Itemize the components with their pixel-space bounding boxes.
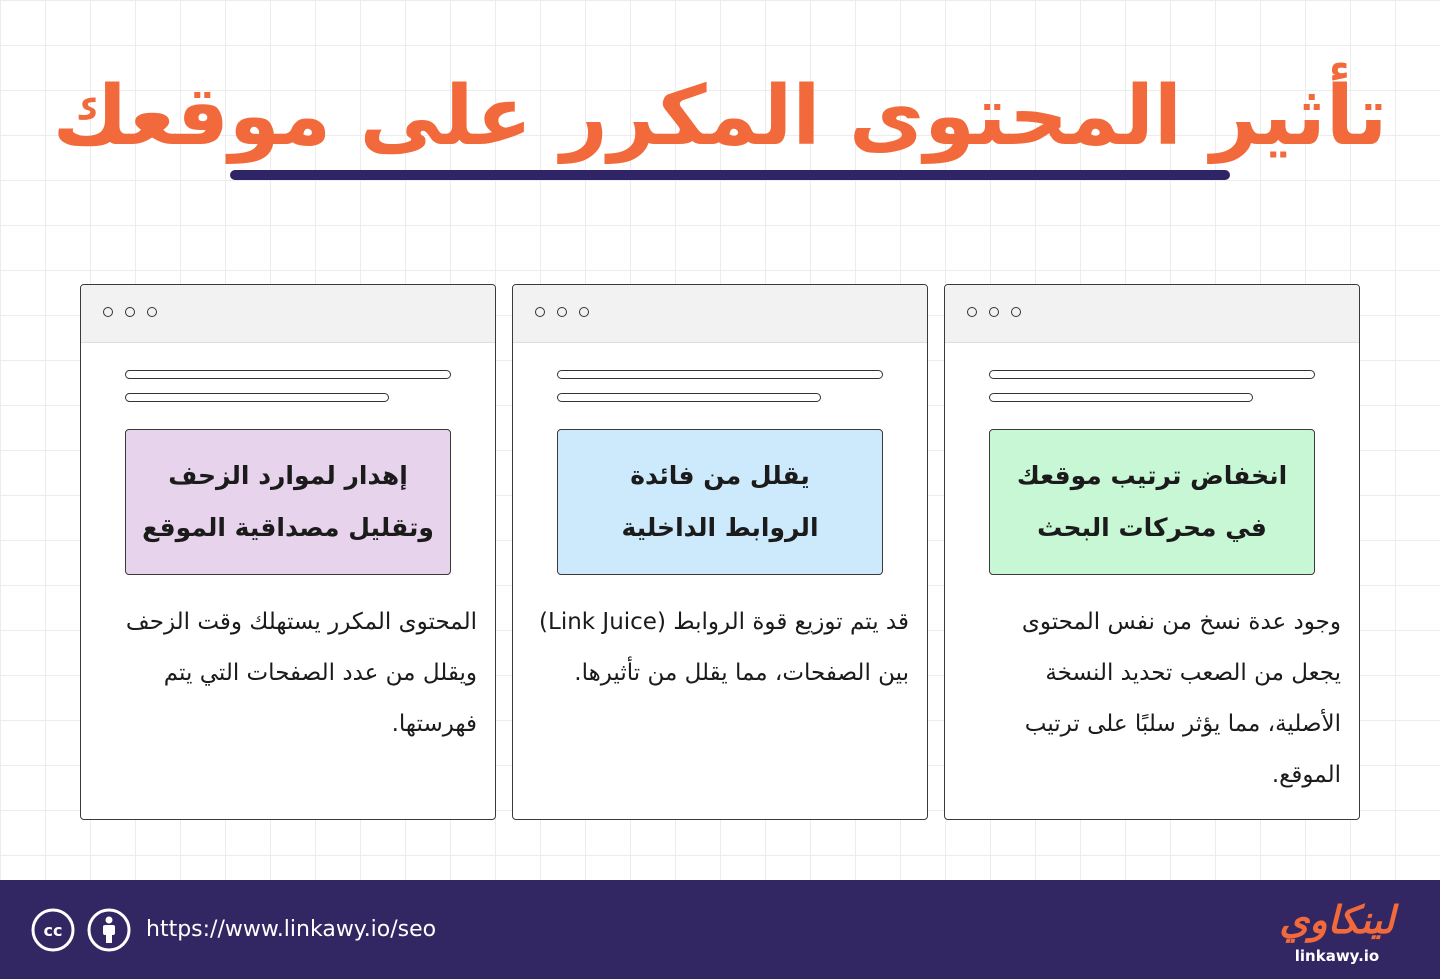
window-bar bbox=[513, 285, 927, 343]
window-dot-icon bbox=[989, 307, 999, 317]
card-heading-box bbox=[989, 429, 1315, 575]
card-body: قد يتم توزيع قوة الروابط (Link Juice) بين الصفحات، مما يقلل من تأثيرها. bbox=[539, 609, 909, 686]
card-ranking bbox=[944, 284, 1360, 820]
footer-url[interactable]: https://www.linkawy.io/seo bbox=[146, 917, 437, 942]
card-heading-line: يقلل من فائدة bbox=[630, 461, 810, 490]
window-dot-icon bbox=[967, 307, 977, 317]
card-heading-line: إهدار لموارد الزحف bbox=[168, 461, 408, 490]
card-heading-line: وتقليل مصداقية الموقع bbox=[142, 513, 434, 542]
attribution-icon bbox=[87, 908, 131, 952]
creative-commons-icon bbox=[31, 908, 75, 952]
window-dot-icon bbox=[125, 307, 135, 317]
card-crawl-budget bbox=[80, 284, 496, 820]
card-heading-box bbox=[557, 429, 883, 575]
linkawy-logo bbox=[1262, 890, 1412, 972]
window-dot-icon bbox=[557, 307, 567, 317]
placeholder-line bbox=[125, 370, 451, 379]
placeholder-line bbox=[125, 393, 389, 402]
card-body: وجود عدة نسخ من نفس المحتوى يجعل من الصعب تحديد النسخة الأصلية، مما يؤثر سلبًا على ترتيب الموقع. bbox=[1021, 609, 1341, 788]
title-underline bbox=[230, 170, 1230, 180]
window-dot-icon bbox=[535, 307, 545, 317]
card-heading-line: انخفاض ترتيب موقعك bbox=[1016, 461, 1288, 490]
logo-text: linkawy.io bbox=[1294, 947, 1380, 965]
placeholder-line bbox=[989, 393, 1253, 402]
window-dot-icon bbox=[147, 307, 157, 317]
card-heading-line: الروابط الداخلية bbox=[621, 513, 819, 542]
placeholder-line bbox=[989, 370, 1315, 379]
window-dot-icon bbox=[103, 307, 113, 317]
placeholder-line bbox=[557, 393, 821, 402]
window-dot-icon bbox=[579, 307, 589, 317]
window-bar bbox=[81, 285, 495, 343]
placeholder-line bbox=[557, 370, 883, 379]
card-internal-links bbox=[512, 284, 928, 820]
window-bar bbox=[945, 285, 1359, 343]
card-body: المحتوى المكرر يستهلك وقت الزحف ويقلل من عدد الصفحات التي يتم فهرستها. bbox=[125, 609, 477, 737]
svg-text:cc: cc bbox=[43, 921, 63, 940]
card-heading-line: في محركات البحث bbox=[1037, 513, 1267, 542]
window-dot-icon bbox=[1011, 307, 1021, 317]
page-title: تأثير المحتوى المكرر على موقعك bbox=[52, 69, 1388, 164]
footer bbox=[0, 880, 1440, 979]
logo-mark: لينكاوي bbox=[1279, 898, 1395, 942]
card-heading-box bbox=[125, 429, 451, 575]
